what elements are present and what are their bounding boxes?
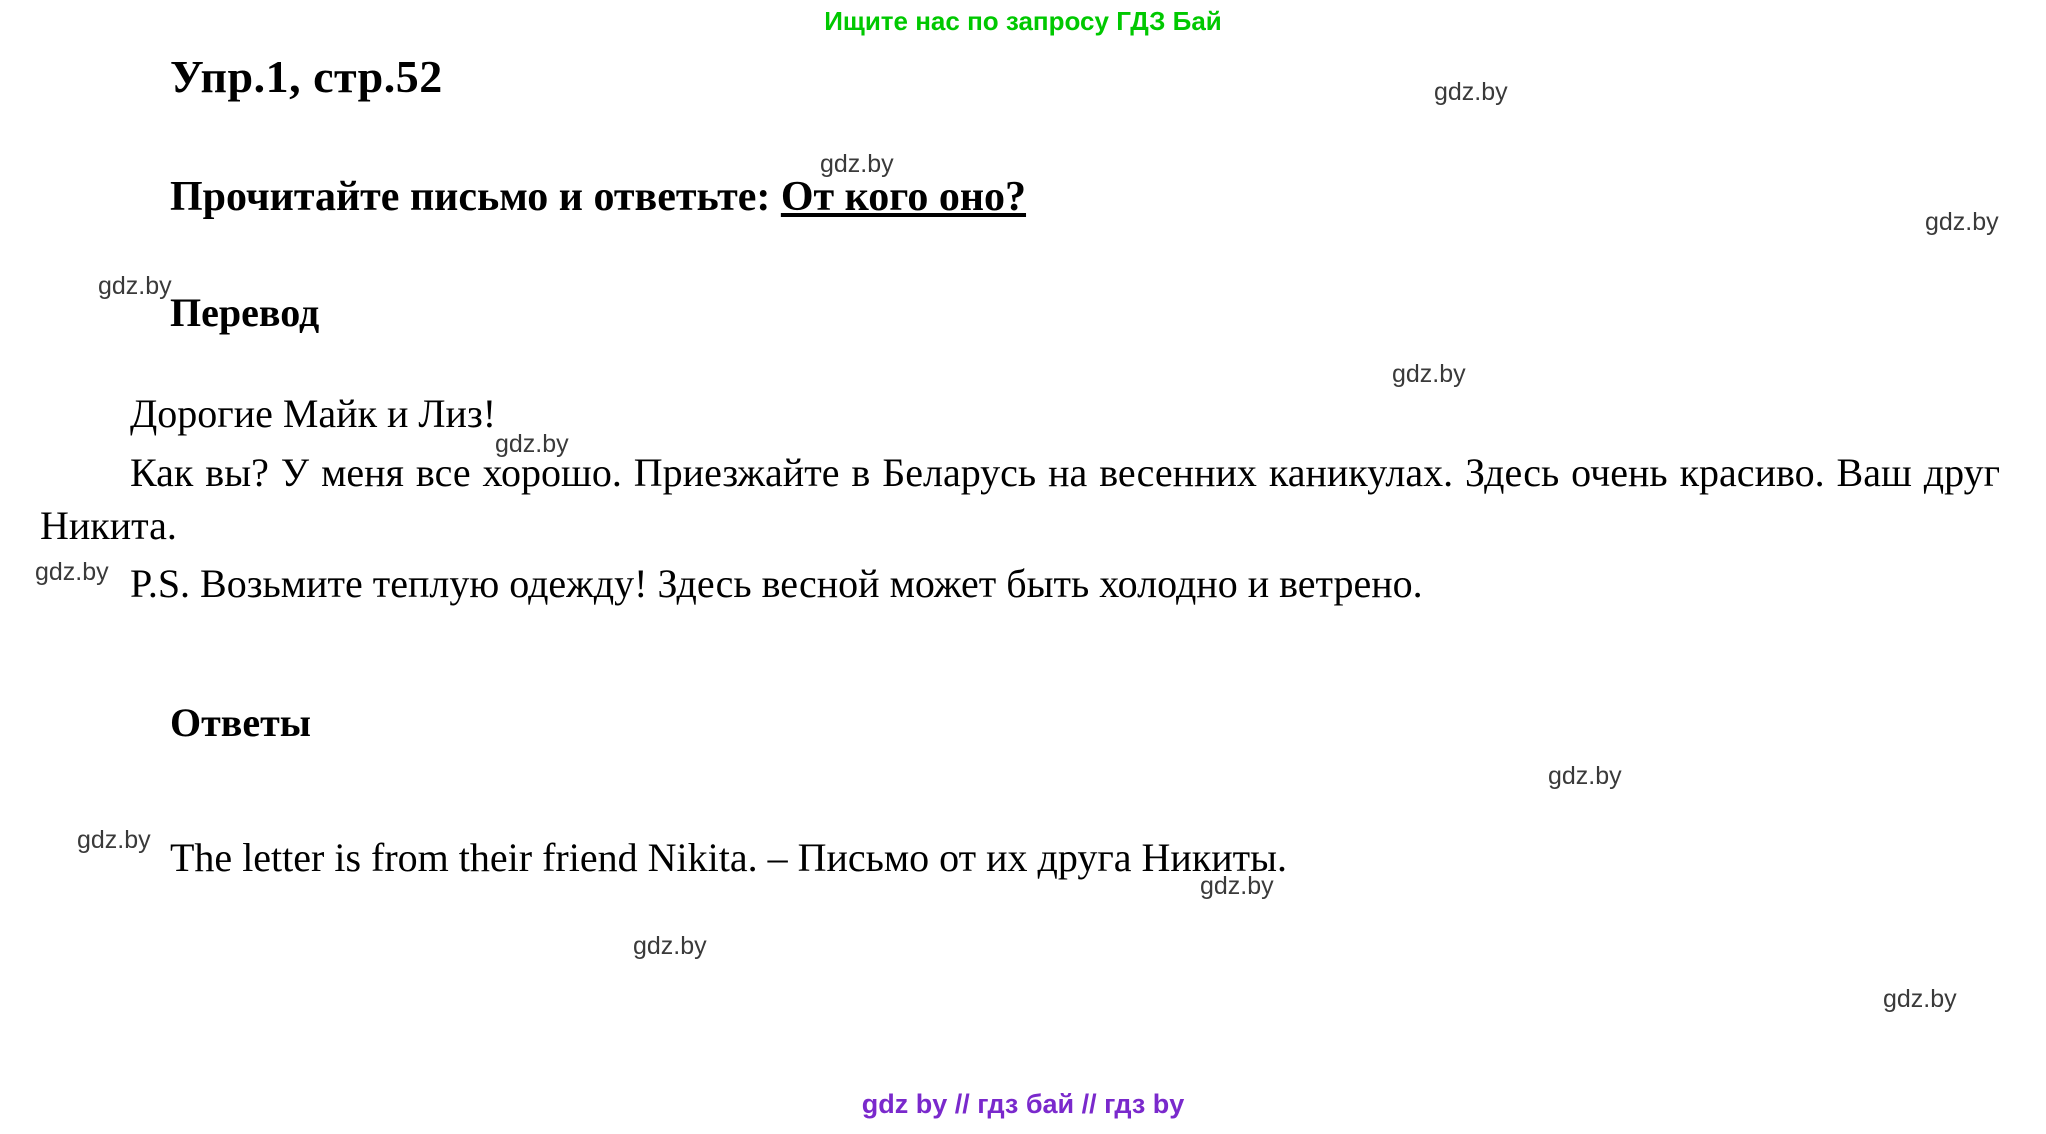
site-footer: gdz by // гдз бай // гдз by — [861, 1089, 1185, 1119]
letter-body-text: Как вы? У меня все хорошо. Приезжайте в Беларусь на весенних каникулах. Здесь очень красиво. Ваш друг Никита. — [40, 449, 2000, 548]
exercise-prompt-text: Прочитайте письмо и ответьте: — [170, 174, 781, 220]
letter-greeting — [40, 388, 2000, 441]
exercise-prompt-question: От кого оно? — [780, 174, 1027, 220]
watermark-label: gdz.by — [820, 150, 894, 178]
answer-text: The letter is from their friend Nikita. – Письмо от их друга Никиты. — [170, 835, 1288, 881]
watermark-label: gdz.by — [98, 272, 172, 300]
exercise-prompt — [170, 173, 2000, 221]
translation-heading: Перевод — [170, 290, 320, 335]
watermark-label: gdz.by — [1548, 762, 1622, 790]
letter-postscript-text: P.S. Возьмите теплую одежду! Здесь весной может быть холодно и ветрено. — [130, 561, 1423, 607]
watermark-label: gdz.by — [77, 826, 151, 854]
watermark-label: gdz.by — [1434, 78, 1508, 106]
watermark-label: gdz.by — [495, 430, 569, 458]
letter-greeting-text: Дорогие Майк и Лиз! — [130, 391, 497, 436]
watermark-label: gdz.by — [1392, 360, 1466, 388]
watermark-label: gdz.by — [633, 932, 707, 960]
watermark-label: gdz.by — [1200, 872, 1274, 900]
promo-banner: Ищите нас по запросу ГДЗ Бай — [824, 6, 1222, 36]
watermark-label: gdz.by — [1883, 985, 1957, 1013]
watermark-label: gdz.by — [35, 558, 109, 586]
letter-body — [40, 447, 2000, 553]
document-content — [40, 50, 2000, 881]
answers-heading: Ответы — [170, 700, 311, 746]
watermark-label: gdz.by — [1925, 208, 1999, 236]
letter-postscript — [40, 558, 2000, 611]
page-title: Упр.1, стр.52 — [170, 51, 443, 102]
